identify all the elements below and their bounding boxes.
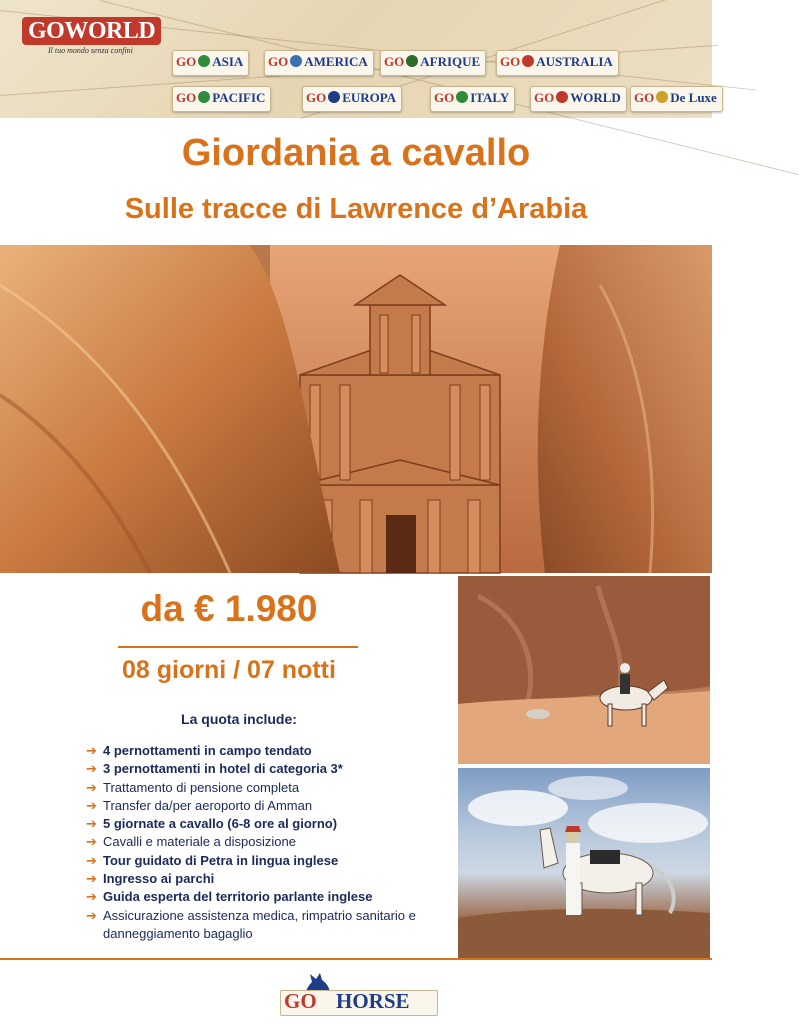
trip-duration: 08 giorni / 07 notti <box>122 656 336 684</box>
arrow-right-icon: ➔ <box>86 871 97 887</box>
includes-heading: La quota include: <box>181 711 297 727</box>
brand-name-text: De Luxe <box>670 90 717 105</box>
brand-name-text: AFRIQUE <box>420 54 481 69</box>
includes-item <box>86 815 456 833</box>
petra-treasury-photo <box>0 245 712 573</box>
brand-go-text: GO <box>268 54 289 69</box>
brand-go-text: GO <box>534 90 555 105</box>
gohorse-logo[interactable] <box>280 970 436 1016</box>
brand-badge-afrique[interactable] <box>380 50 486 76</box>
footer-divider <box>0 958 712 960</box>
brand-emblem-icon <box>456 91 468 103</box>
includes-item-text: 5 giornate a cavallo (6-8 ore al giorno) <box>103 816 338 832</box>
arrow-right-icon: ➔ <box>86 743 97 758</box>
brand-badge-italy[interactable] <box>430 86 515 112</box>
includes-item-text: 3 pernottamenti in hotel di categoria 3* <box>103 761 343 777</box>
arrow-right-icon: ➔ <box>86 761 97 777</box>
includes-list <box>86 742 456 943</box>
bedouin-white-horse-photo <box>458 768 710 958</box>
brand-emblem-icon <box>406 55 418 67</box>
arrow-right-icon: ➔ <box>86 889 97 905</box>
horse-rider-desert-photo <box>458 576 710 764</box>
goworld-logo[interactable] <box>22 17 154 57</box>
includes-item <box>86 870 456 888</box>
includes-item <box>86 779 456 797</box>
petra-illustration <box>0 245 712 573</box>
brand-name-text: ASIA <box>212 54 244 69</box>
arrow-right-icon: ➔ <box>86 852 97 868</box>
price-divider <box>118 646 358 648</box>
arrow-right-icon: ➔ <box>86 834 97 850</box>
includes-item-text: Assicurazione assistenza medica, rimpatrio sanitario e danneggiamento bagaglio <box>103 907 416 941</box>
brand-go-text: GO <box>306 90 327 105</box>
brand-go-text: GO <box>634 90 655 105</box>
brand-go-text: GO <box>176 54 197 69</box>
brand-badge-asia[interactable] <box>172 50 249 76</box>
brand-name-text: EUROPA <box>342 90 397 105</box>
includes-item <box>86 888 456 906</box>
includes-item-text: Cavalli e materiale a disposizione <box>103 834 296 850</box>
gohorse-go-text: GO <box>284 989 317 1013</box>
includes-item-text: Ingresso ai parchi <box>103 871 215 887</box>
includes-item <box>86 833 456 851</box>
includes-item-text: Transfer da/per aeroporto di Amman <box>103 797 313 813</box>
brand-header <box>0 0 717 118</box>
desert-rider-illustration <box>458 576 710 764</box>
brand-emblem-icon <box>290 55 302 67</box>
arrow-right-icon: ➔ <box>86 797 97 813</box>
brand-emblem-icon <box>556 91 568 103</box>
brand-name-text: AUSTRALIA <box>536 54 613 69</box>
brand-emblem-icon <box>198 91 210 103</box>
brand-emblem-icon <box>328 91 340 103</box>
price: da € 1.980 <box>140 588 318 629</box>
arrow-right-icon: ➔ <box>86 779 97 795</box>
brand-name-text: ITALY <box>470 90 510 105</box>
includes-item <box>86 907 456 944</box>
brand-go-text: GO <box>176 90 197 105</box>
goworld-logo-text: GOWORLD <box>22 17 161 45</box>
brand-name-text: WORLD <box>570 90 621 105</box>
brand-emblem-icon <box>522 55 534 67</box>
brand-emblem-icon <box>656 91 668 103</box>
brand-go-text: GO <box>500 54 521 69</box>
brand-emblem-icon <box>198 55 210 67</box>
bedouin-horse-illustration <box>458 768 710 958</box>
includes-item <box>86 797 456 815</box>
page-subtitle: Sulle tracce di Lawrence d’Arabia <box>124 193 588 225</box>
includes-item <box>86 852 456 870</box>
includes-item-text: Guida esperta del territorio parlante inglese <box>103 889 373 905</box>
brand-badge-australia[interactable] <box>496 50 619 76</box>
brand-go-text: GO <box>434 90 455 105</box>
arrow-right-icon: ➔ <box>86 907 97 923</box>
brand-badge-pacific[interactable] <box>172 86 271 112</box>
includes-item-text: Trattamento di pensione completa <box>103 779 300 795</box>
page-title: Giordania a cavallo <box>181 132 531 174</box>
includes-item <box>86 742 456 760</box>
arrow-right-icon: ➔ <box>86 816 97 832</box>
brand-badge-europa[interactable] <box>302 86 402 112</box>
brand-go-text: GO <box>384 54 405 69</box>
brand-badge-de-luxe[interactable] <box>630 86 723 112</box>
brand-badge-world[interactable] <box>530 86 627 112</box>
brand-badge-america[interactable] <box>264 50 374 76</box>
includes-item <box>86 760 456 778</box>
brand-name-text: AMERICA <box>304 54 368 69</box>
includes-item-text: Tour guidato di Petra in lingua inglese <box>103 852 339 868</box>
gohorse-name-text: HORSE <box>336 989 410 1013</box>
brand-name-text: PACIFIC <box>212 90 266 105</box>
includes-item-text: 4 pernottamenti in campo tendato <box>103 743 312 758</box>
goworld-tagline: Il tuo mondo senza confini <box>48 46 133 55</box>
